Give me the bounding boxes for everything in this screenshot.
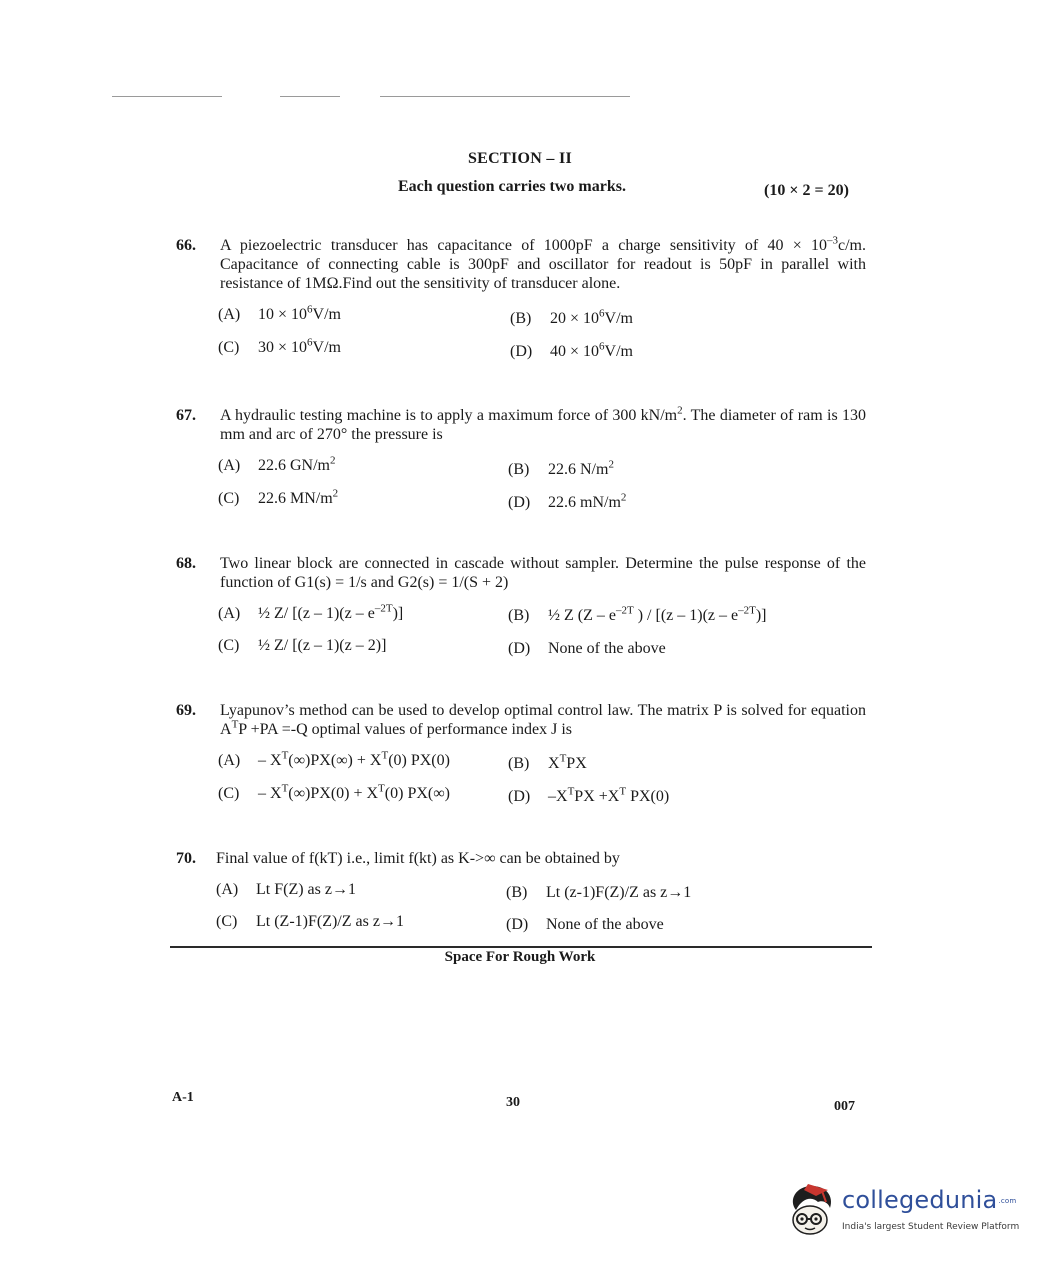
- marks-total: (10 × 2 = 20): [764, 182, 849, 199]
- question-number: 70.: [176, 850, 196, 867]
- question-number: 68.: [176, 555, 196, 572]
- options: [218, 751, 866, 817]
- options: [216, 880, 866, 946]
- option-a[interactable]: (A) $10 \times 10^6V/m$: [218, 303, 341, 323]
- question-stem: Final value of f(kT) i.e., limit f(kt) as K->∞ can be obtained by: [216, 850, 620, 867]
- marks-note: Each question carries two marks.: [398, 178, 626, 195]
- option-a[interactable]: (A) 22.6 $GN/m^2$: [218, 454, 336, 474]
- option-d[interactable]: (D) $40 \times 10^6V/m$: [510, 340, 633, 360]
- option-a[interactable]: $(A) - X^T(\infty)PX(\infty) + X^T(0)$ PX(0): [218, 749, 450, 769]
- option-c[interactable]: (C) 22.6 $MN/m^2$: [218, 487, 339, 507]
- option-d[interactable]: (D) None of the above: [506, 916, 664, 933]
- option-b[interactable]: (B) 22.6 $N/m^2$: [508, 458, 614, 478]
- option-a[interactable]: (A) Lt F(Z) as z→1: [216, 881, 356, 898]
- scan-edge-line: [112, 96, 222, 97]
- option-b[interactable]: (B) ½ Z ($Z - e^{-2T}$ ) / $[(z - 1)(z - e^{-2T})]$: [508, 604, 767, 624]
- question-number: 69.: [176, 702, 196, 719]
- footer-left-code: A-1: [172, 1090, 194, 1105]
- question-68: [176, 554, 866, 670]
- question-stem: A piezoelectric transducer has capacitance of 1000pF a charge sensitivity of $40 \times 10^{-3}c/m$. Capacitance of connecting cable is 300pF and oscillator for readout is 50pF in parallel with resistance of 1MΩ.Find out the sensitivity of transducer alone.: [220, 234, 866, 292]
- options: [218, 604, 866, 670]
- option-c[interactable]: (C) $30 \times 10^6V/m$: [218, 336, 341, 356]
- option-d[interactable]: (D) $-X^TPX +X^T$ PX(0): [508, 785, 670, 805]
- option-b[interactable]: (B) $20 \times 10^6V/m$: [510, 307, 633, 327]
- option-b[interactable]: (B) Lt (z-1)F(Z)/Z as z→1: [506, 884, 692, 901]
- question-number: 67.: [176, 407, 196, 424]
- question-66: [176, 236, 866, 371]
- question-69: [176, 701, 866, 817]
- logo-tagline: India's largest Student Review Platform: [842, 1222, 1020, 1232]
- student-mascot-icon: [782, 1180, 838, 1240]
- question-67: [176, 406, 866, 522]
- question-70: [176, 849, 866, 946]
- option-d[interactable]: (D) None of the above: [508, 640, 666, 657]
- rough-work-divider: [170, 946, 872, 948]
- question-stem: Two linear block are connected in cascade without sampler. Determine the pulse response of the function of G1(s) = 1/s and G2(s) = 1/(S + 2): [220, 555, 866, 591]
- option-c[interactable]: (C) Lt (Z-1)F(Z)/Z as z→1: [216, 913, 404, 930]
- question-stem: Lyapunov’s method can be used to develop optimal control law. The matrix P is solved for equation $A^TP +PA =-Q$ optimal values of performance index J is: [220, 702, 866, 738]
- option-a[interactable]: (A) ½ Z/ $[(z - 1)(z - e^{-2T})]$: [218, 602, 404, 622]
- section-title: SECTION – II: [467, 150, 573, 167]
- rough-work-label: Space For Rough Work: [444, 949, 596, 965]
- scan-edge-line: [280, 96, 340, 97]
- question-stem: A hydraulic testing machine is to apply a maximum force of 300 $kN/m^2$. The diameter of ram is 130 mm and arc of 270° the pressure is: [220, 404, 866, 443]
- option-b[interactable]: (B) $X^TPX$: [508, 752, 587, 772]
- page-number: 30: [506, 1095, 520, 1110]
- question-number: 66.: [176, 237, 196, 254]
- logo-wordmark: collegedunia.com: [842, 1186, 1017, 1214]
- option-c[interactable]: $(C) - X^T(\infty)PX(0) + X^T(0)$ PX(∞): [218, 782, 450, 802]
- footer-right-code: 007: [834, 1099, 855, 1114]
- options: [218, 305, 866, 371]
- option-d[interactable]: (D) 22.6 $mN/m^2$: [508, 491, 627, 511]
- options: [218, 456, 866, 522]
- collegedunia-logo[interactable]: [782, 1180, 1020, 1242]
- option-c[interactable]: (C) ½ Z/ [(z – 1)(z – 2)]: [218, 637, 387, 654]
- scan-edge-line: [380, 96, 630, 97]
